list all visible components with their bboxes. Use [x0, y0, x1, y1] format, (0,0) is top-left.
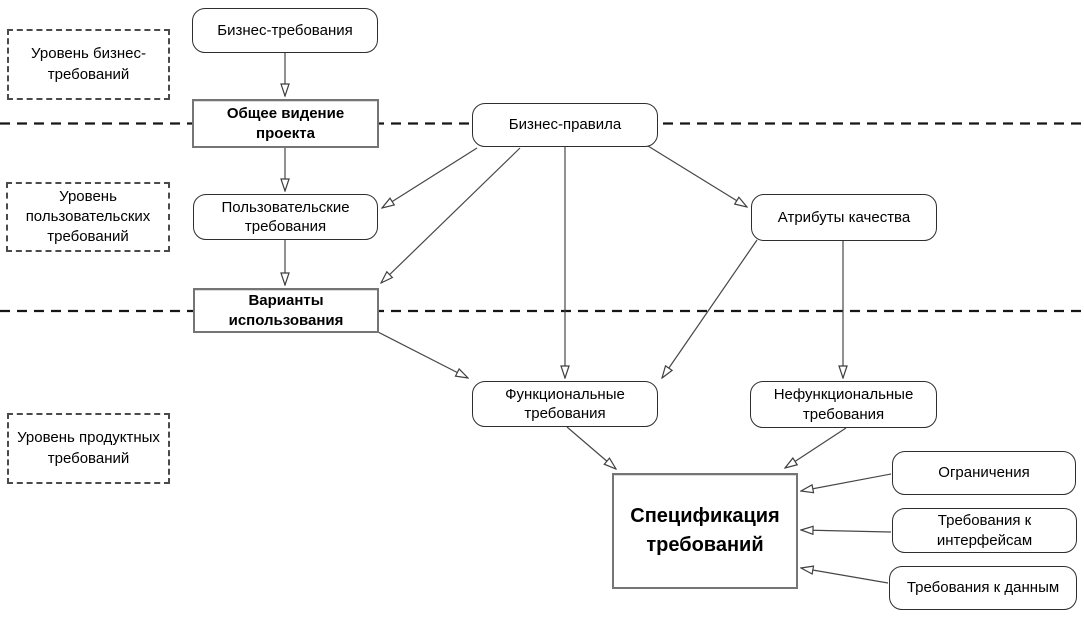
edge-quality-attributes-to-functional-requirements — [662, 240, 757, 378]
node-user-requirements: Пользовательские требования — [193, 194, 378, 240]
edge-business-rules-to-quality-attributes — [648, 146, 747, 207]
node-business-rules: Бизнес-правила — [472, 103, 658, 147]
node-constraints: Ограничения — [892, 451, 1076, 495]
edge-business-rules-to-use-cases — [381, 148, 520, 283]
edge-business-rules-to-user-requirements — [382, 148, 477, 208]
node-nonfunctional-requirements: Нефункциональные требования — [750, 381, 937, 428]
node-project-vision: Общее видение проекта — [192, 99, 379, 148]
node-data-requirements: Требования к данным — [889, 566, 1077, 610]
level-label-user: Уровень пользовательских требований — [6, 182, 170, 252]
edge-data-requirements-to-specification — [801, 568, 888, 583]
edge-constraints-to-specification — [801, 474, 891, 491]
node-specification: Спецификация требований — [612, 473, 798, 589]
node-use-cases: Варианты использования — [193, 288, 379, 333]
node-interface-requirements: Требования к интерфейсам — [892, 508, 1077, 553]
level-label-product: Уровень продуктных требований — [7, 413, 170, 484]
node-functional-requirements: Функциональные требования — [472, 381, 658, 427]
edge-nonfunctional-requirements-to-specification — [785, 428, 846, 468]
node-quality-attributes: Атрибуты качества — [751, 194, 937, 241]
edge-functional-requirements-to-specification — [567, 427, 616, 469]
level-label-business: Уровень бизнес-требований — [7, 29, 170, 100]
node-business-requirements: Бизнес-требования — [192, 8, 378, 53]
edge-interface-requirements-to-specification — [801, 530, 891, 532]
edge-use-cases-to-functional-requirements — [378, 332, 468, 378]
